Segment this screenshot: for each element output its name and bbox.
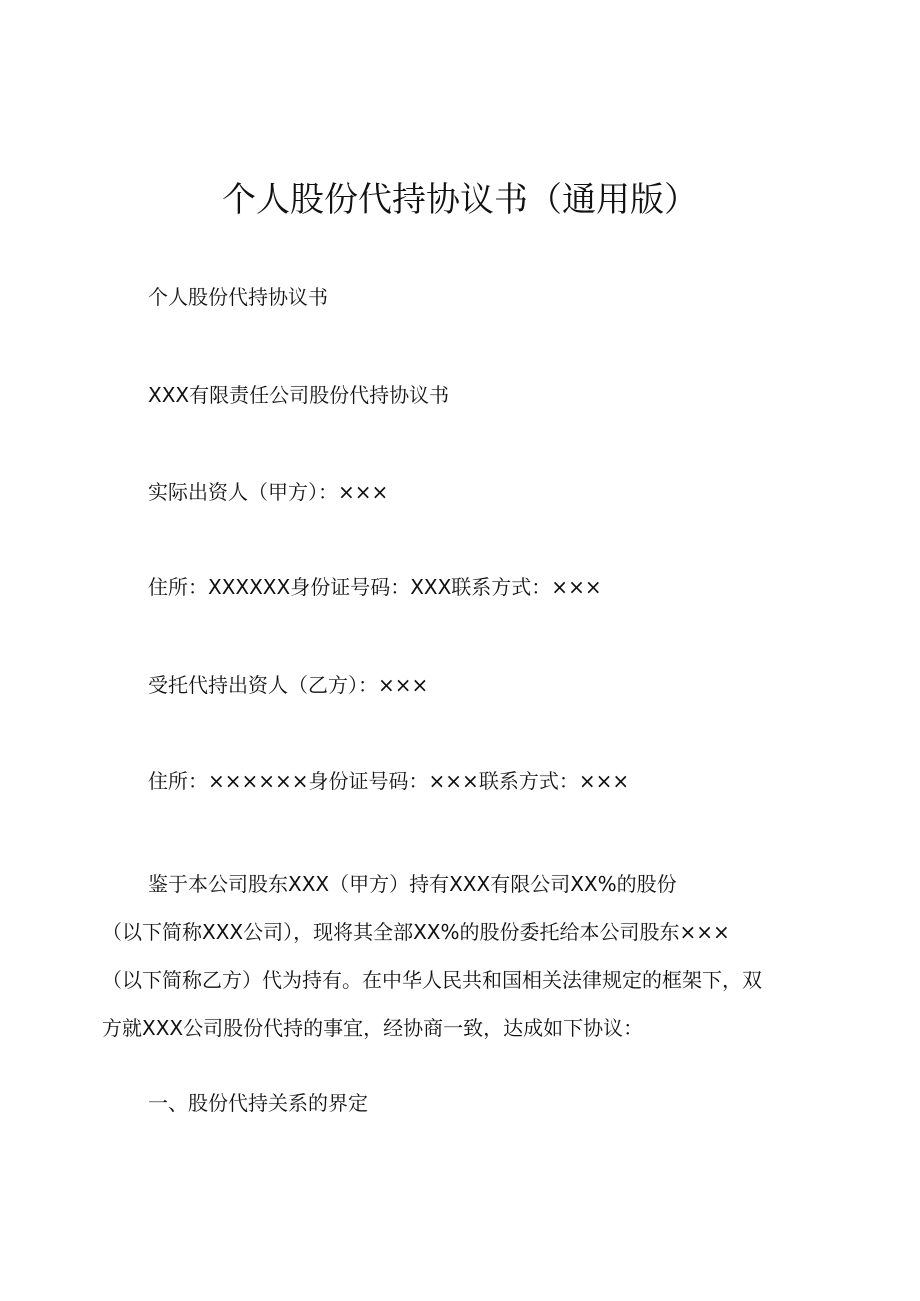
section-heading: 一、股份代持关系的界定 bbox=[148, 1091, 368, 1115]
preamble-line-4: 方就XXX公司股份代持的事宜，经协商一致，达成如下协议： bbox=[102, 1016, 644, 1040]
party-a-line: 实际出资人（甲方）：××× bbox=[148, 480, 389, 504]
preamble-line-3: （以下简称乙方）代为持有。在中华人民共和国相关法律规定的框架下，双 bbox=[102, 968, 762, 992]
party-b-line: 受托代持出资人（乙方）：××× bbox=[148, 673, 429, 697]
preamble-paragraph bbox=[102, 860, 822, 1052]
preamble-line-2: （以下简称XXX公司），现将其全部XX%的股份委托给本公司股东××× bbox=[102, 920, 730, 944]
preamble-line-1: 鉴于本公司股东XXX（甲方）持有XXX有限公司XX%的股份 bbox=[148, 872, 677, 896]
party-a-address-line: 住所：XXXXXX身份证号码：XXX联系方式：××× bbox=[148, 575, 602, 599]
party-b-address-line: 住所：××××××身份证号码：×××联系方式：××× bbox=[148, 769, 630, 793]
document-title: 个人股份代持协议书（通用版） bbox=[222, 180, 698, 220]
subtitle-line: 个人股份代持协议书 bbox=[148, 285, 328, 309]
company-agreement-line: XXX有限责任公司股份代持协议书 bbox=[148, 383, 450, 407]
